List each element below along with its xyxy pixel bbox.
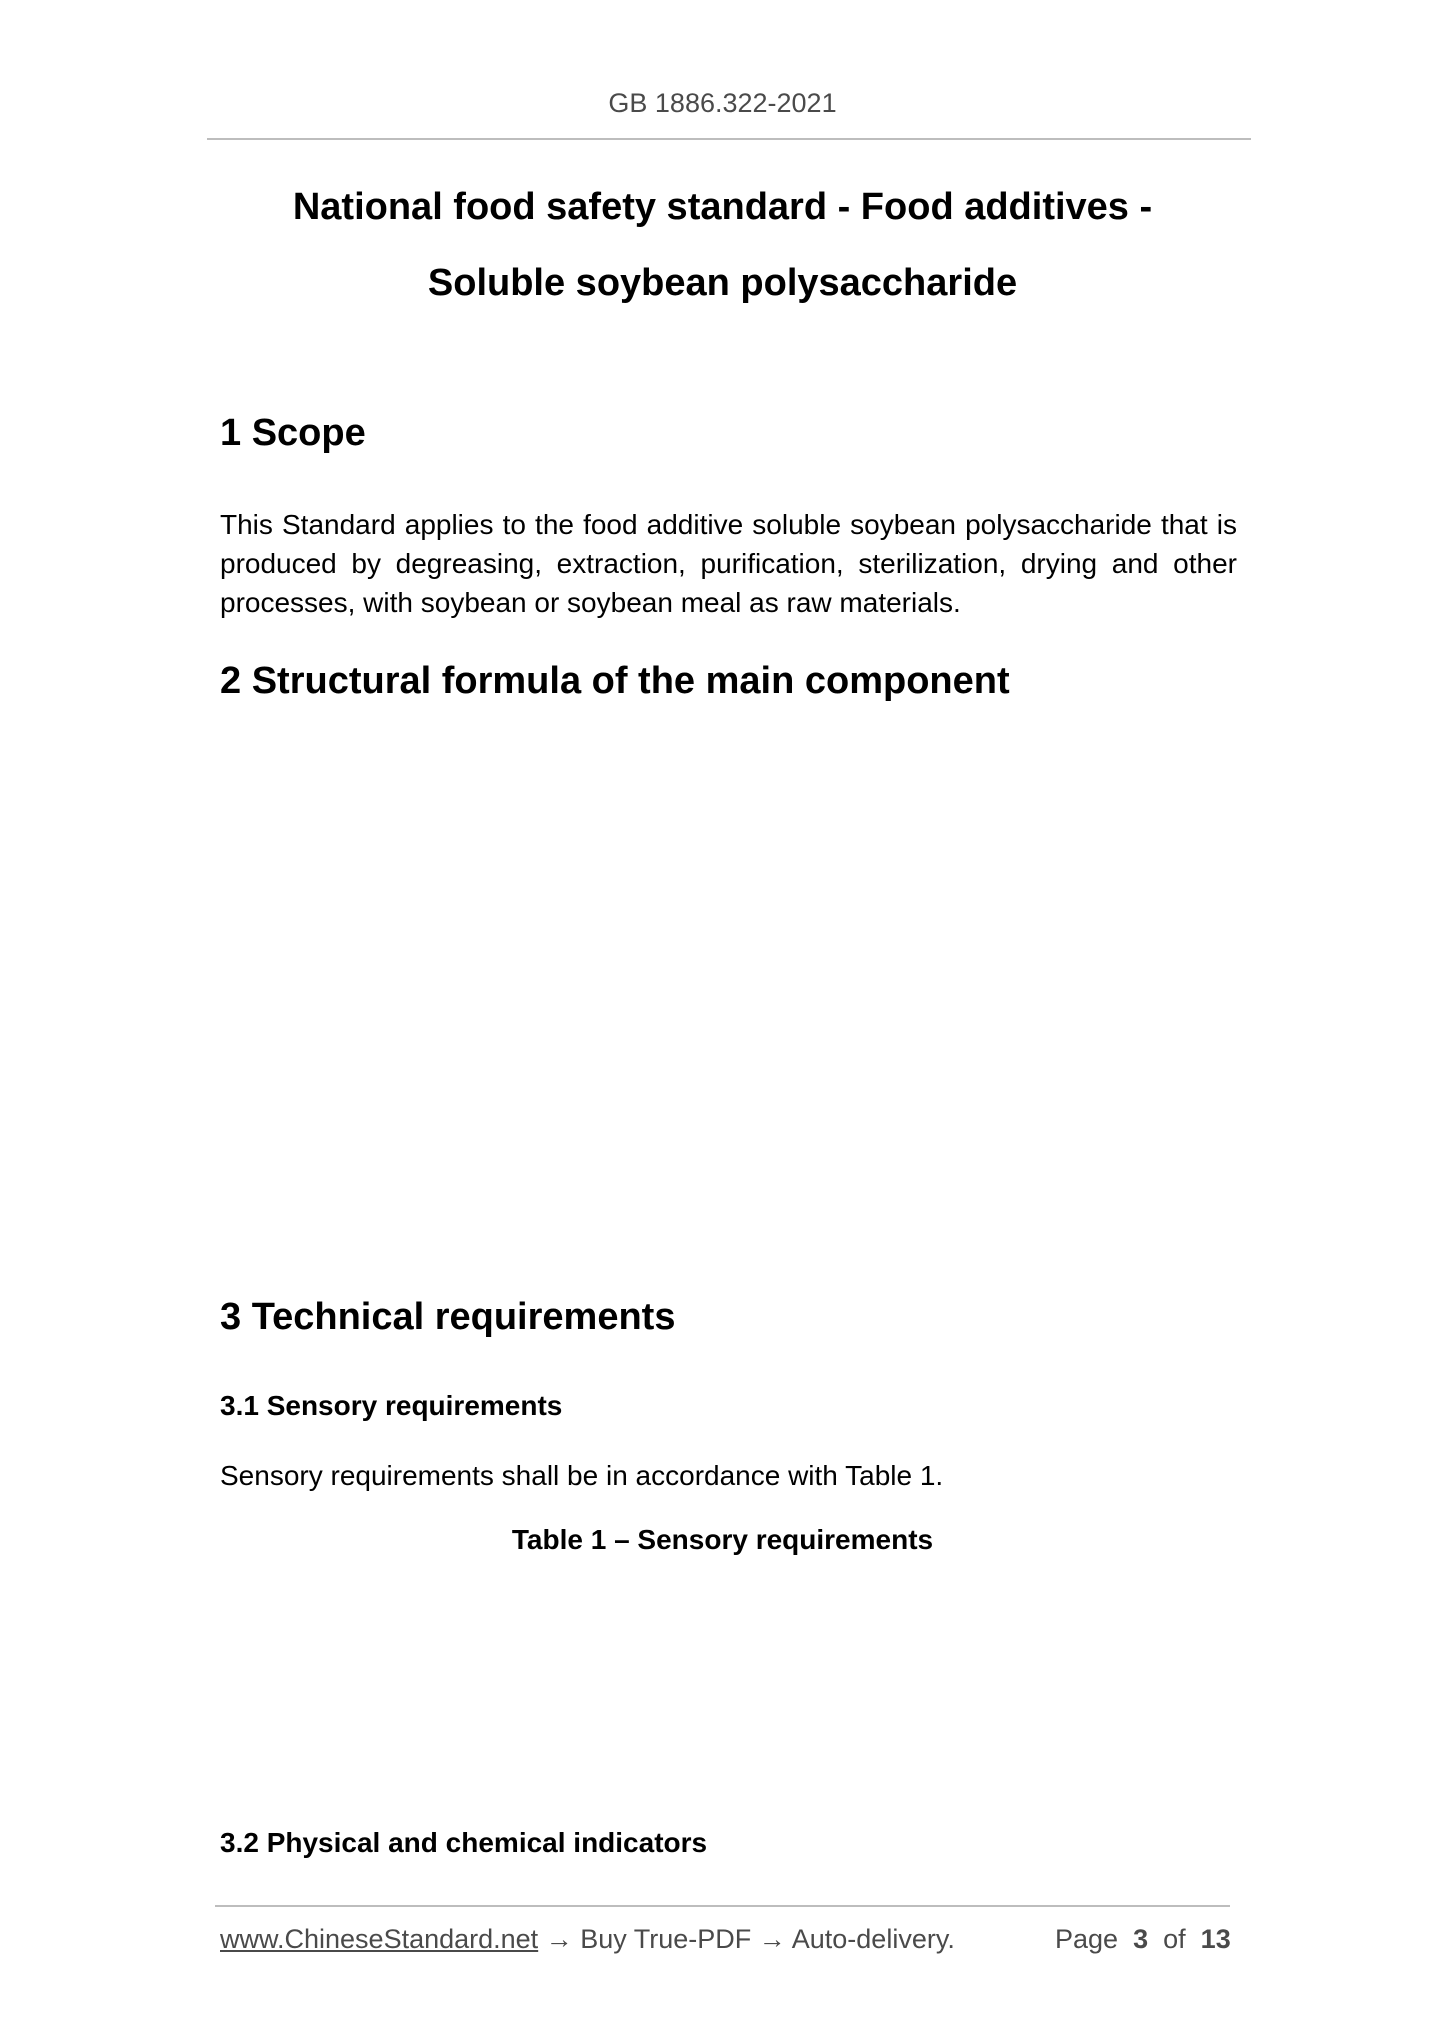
page-of: of bbox=[1163, 1924, 1186, 1954]
section-heading-structural-formula: 2 Structural formula of the main component bbox=[220, 660, 1010, 702]
header-divider bbox=[207, 138, 1251, 140]
page-total: 13 bbox=[1200, 1924, 1231, 1954]
scope-paragraph: This Standard applies to the food additive soluble soybean polysaccharide that is produced by degreasing, extraction, purification, sterilization, drying and other processes, with soybean or soybean meal as raw materials. bbox=[220, 509, 1237, 618]
page-label: Page bbox=[1055, 1924, 1119, 1954]
document-title-line-2: Soluble soybean polysaccharide bbox=[427, 262, 1018, 304]
table-1-caption: Table 1 – Sensory requirements bbox=[511, 1524, 934, 1555]
section-heading-scope: 1 Scope bbox=[220, 412, 366, 454]
footer-left bbox=[220, 1924, 955, 1955]
section-heading-technical-requirements: 3 Technical requirements bbox=[220, 1296, 676, 1338]
header-standard-code: GB 1886.322-2021 bbox=[608, 88, 837, 118]
document-title-line-1: National food safety standard - Food additives - bbox=[292, 186, 1153, 228]
footer-tagline: → Buy True-PDF → Auto-delivery. bbox=[545, 1924, 955, 1954]
page-indicator bbox=[1055, 1924, 1231, 1955]
sensory-paragraph: Sensory requirements shall be in accordance with Table 1. bbox=[220, 1460, 944, 1491]
page-current: 3 bbox=[1133, 1924, 1149, 1954]
subsection-heading-physical-chemical: 3.2 Physical and chemical indicators bbox=[220, 1827, 708, 1858]
subsection-heading-sensory: 3.1 Sensory requirements bbox=[220, 1390, 563, 1421]
chinesestandard-link[interactable]: www.ChineseStandard.net bbox=[220, 1924, 539, 1954]
footer-divider bbox=[215, 1905, 1230, 1907]
